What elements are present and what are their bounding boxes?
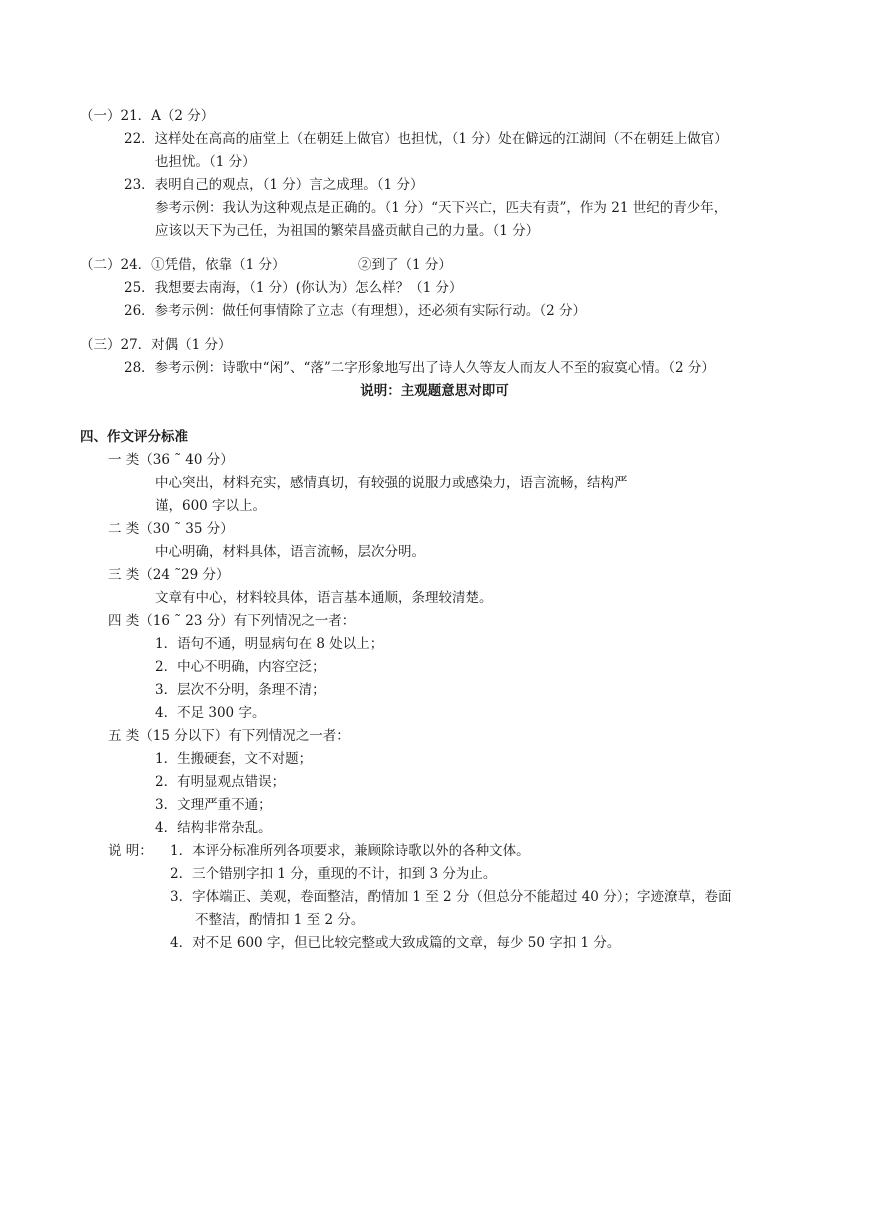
category-5-item: 1．生搬硬套，文不对题；	[155, 751, 313, 767]
category-1-title: 一 类（36 ˜ 40 分）	[108, 452, 234, 468]
subjective-note: 说明：主观题意思对即可	[360, 383, 509, 399]
category-2-desc: 中心明确，材料具体，语言流畅，层次分明。	[155, 544, 425, 560]
essay-heading: 四、作文评分标准	[80, 429, 188, 445]
note-item: 2．三个错别字扣 1 分，重现的不计，扣到 3 分为止。	[170, 866, 497, 882]
category-4-item: 2．中心不明确，内容空泛；	[155, 659, 326, 675]
answer-22-line1: 22．这样处在高高的庙堂上（在朝廷上做官）也担忧，（1 分）处在僻远的江湖间（不在朝廷上做官）	[124, 131, 728, 147]
notes-label: 说 明：	[108, 843, 153, 859]
category-5-title: 五 类（15 分以下）有下列情况之一者：	[108, 728, 350, 744]
note-item: 4．对不足 600 字，但已比较完整或大致成篇的文章，每少 50 字扣 1 分。	[170, 935, 621, 951]
category-1-desc-line2: 谨，600 字以上。	[155, 498, 267, 514]
category-4-item: 4．不足 300 字。	[155, 705, 266, 721]
answer-25: 25．我想要去南海，（1 分）(你认为）怎么样？（1 分）	[124, 280, 463, 296]
note-item: 1．本评分标准所列各项要求，兼顾除诗歌以外的各种文体。	[170, 843, 530, 859]
category-2-title: 二 类（30 ˜ 35 分）	[108, 521, 234, 537]
category-4-item: 1．语句不通，明显病句在 8 处以上；	[155, 636, 384, 652]
category-4-title: 四 类（16 ˜ 23 分）有下列情况之一者：	[108, 613, 356, 629]
answer-23-line2: 参考示例：我认为这种观点是正确的。（1 分）“天下兴亡，匹夫有责”，作为 21 世纪的青少年，	[155, 200, 728, 216]
note-item-continued: 不整洁，酌情扣 1 至 2 分。	[195, 912, 365, 928]
answer-27: （三）27．对偶（1 分）	[80, 337, 232, 353]
answer-23-line3: 应该以天下为己任，为祖国的繁荣昌盛贡献自己的力量。（1 分）	[155, 223, 540, 239]
category-4-item: 3．层次不分明，条理不清；	[155, 682, 326, 698]
answer-23-line1: 23．表明自己的观点，（1 分）言之成理。（1 分）	[124, 177, 424, 193]
category-3-desc: 文章有中心，材料较具体，语言基本通顺，条理较清楚。	[155, 590, 493, 606]
answer-24-part1: （二）24．①凭借，依靠（1 分）	[80, 257, 286, 273]
category-5-item: 2．有明显观点错误；	[155, 774, 286, 790]
category-5-item: 4．结构非常杂乱。	[155, 820, 272, 836]
note-item: 3．字体端正、美观，卷面整洁，酌情加 1 至 2 分（但总分不能超过 40 分）；字迹潦草，卷面	[170, 889, 732, 905]
answer-26: 26．参考示例：做任何事情除了立志（有理想），还必须有实际行动。（2 分）	[124, 303, 587, 319]
category-5-item: 3．文理严重不通；	[155, 797, 272, 813]
answer-21: （一）21．A（2 分）	[80, 108, 215, 124]
category-1-desc-line1: 中心突出，材料充实，感情真切，有较强的说服力或感染力，语言流畅，结构严	[155, 475, 628, 491]
answer-22-line2: 也担忧。（1 分）	[155, 154, 256, 170]
category-3-title: 三 类（24 ˜29 分）	[108, 567, 230, 583]
answer-24-part2: ②到了（1 分）	[358, 257, 452, 273]
answer-28: 28．参考示例：诗歌中“闲”、“落”二字形象地写出了诗人久等友人而友人不至的寂寞心情。（2 分）	[124, 360, 715, 376]
